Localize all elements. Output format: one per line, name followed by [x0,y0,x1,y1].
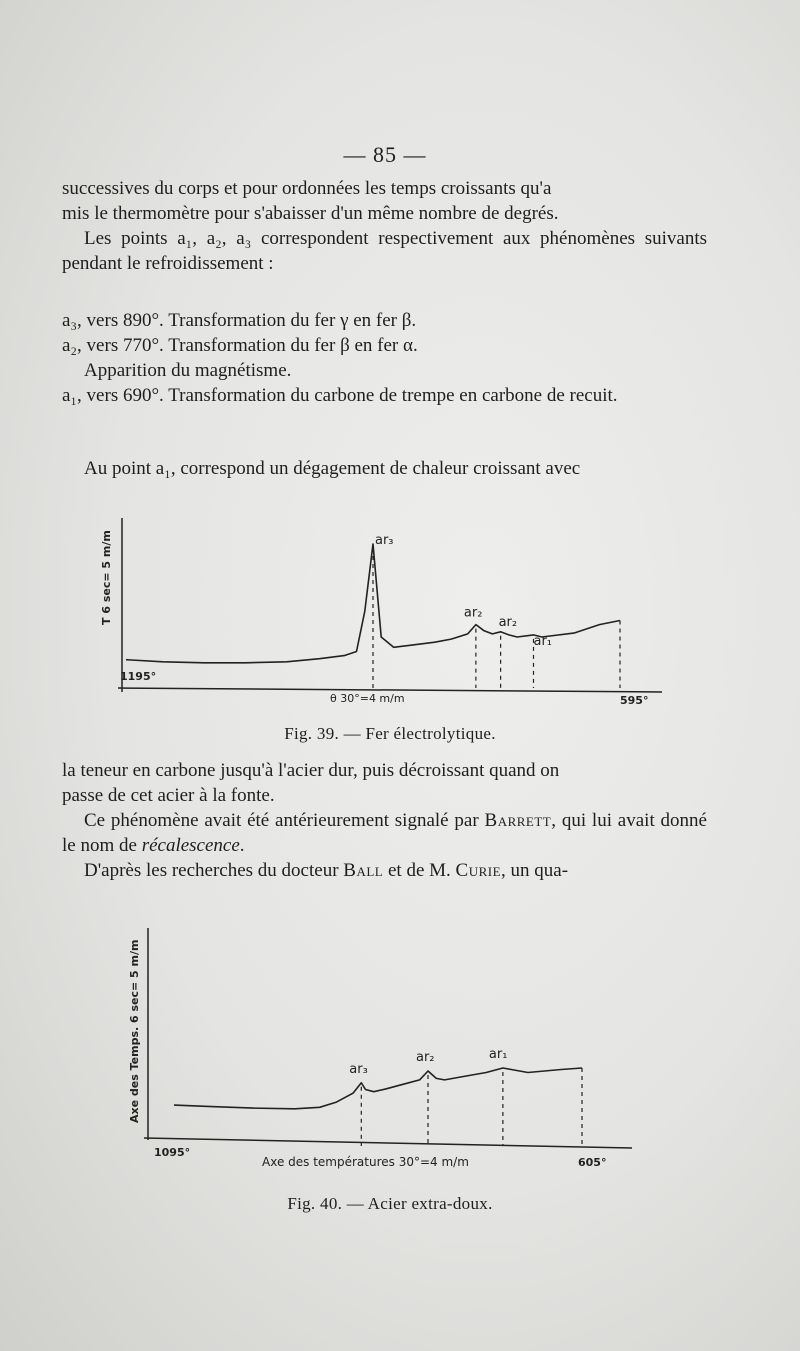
x-start-label: 1095° [154,1146,191,1159]
paragraph-carbon [62,758,707,883]
paragraph-ball-curie [62,858,707,883]
text-line: successives du corps et pour ordonnées les temps croissants qu'a [62,178,552,199]
text-span: Ce phénomène avait été antérieurement signalé par [84,810,485,831]
figure-40-chart [90,918,670,1178]
item-a2-cont: Apparition du magnétisme. [84,360,292,381]
author-name: Ball [343,860,384,881]
item-a1: a₁, vers 690°. Transformation du carbone de trempe en carbone de recuit. [62,385,618,406]
x-axis-label: Axe des températures 30°=4 m/m [262,1155,469,1169]
y-axis-label: Axe des Temps. 6 sec= 5 m/m [128,939,141,1123]
figure-40-marks [174,1047,582,1146]
author-name: Curie [455,860,502,881]
figure-39 [90,500,670,710]
y-axis-label: T 6 sec= 5 m/m [100,530,113,625]
figure-39-marks [126,533,620,688]
text-line: mis le thermomètre pour s'abaisser d'un même nombre de degrés. [62,203,559,224]
paragraph-continued [62,176,707,276]
peak-label: ar₂ [416,1050,435,1065]
text-span: . [239,835,245,856]
peak-label: ar₁ [488,1047,508,1062]
x-end-label: 605° [578,1156,607,1169]
peak-label: ar₂ [498,614,518,630]
figure-39-chart [90,500,670,710]
x-end-label: 595° [620,694,649,707]
transformation-list [62,308,707,408]
figure-40-caption: Fig. 40. — Acier extra-doux. [287,1194,493,1213]
cooling-curve [174,1068,582,1109]
text-line: Au point a₁, correspond un dégagement de chaleur croissant avec [84,458,581,479]
text-line: passe de cet acier à la fonte. [62,785,275,806]
text-span: , un qua- [501,860,569,881]
x-start-label: 1195° [120,670,157,683]
peak-label: ar₂ [463,605,483,621]
text-span: et de M. [383,860,456,881]
author-name: Barrett [484,810,552,831]
text-line: la teneur en carbone jusqu'à l'acier dur, puis décroissant quand on [62,760,560,781]
text-span: , qui lui avait donné le nom de [62,810,707,856]
figure-40 [90,918,670,1178]
peak-label: ar₁ [533,633,553,649]
peak-label: ar₃ [349,1061,368,1077]
paragraph-points: Les points a₁, a₂, a₃ correspondent respectivement aux phénomènes suivants pendant le refroidissement : [62,228,707,274]
x-axis-label: θ 30°=4 m/m [330,692,405,705]
peak-label: ar₃ [375,533,394,548]
item-a3: a₃, vers 890°. Transformation du fer γ en fer β. [62,310,417,331]
item-a2: a₂, vers 770°. Transformation du fer β en fer α. [62,335,418,356]
term-recalescence: récalescence [141,835,240,856]
figure-39-caption: Fig. 39. — Fer électrolytique. [284,724,496,743]
paragraph-point-a1 [62,456,707,481]
text-span: D'après les recherches du docteur [84,860,344,881]
page-number: — 85 — [343,142,427,167]
x-axis [144,1138,632,1148]
paragraph-barrett [62,808,707,858]
